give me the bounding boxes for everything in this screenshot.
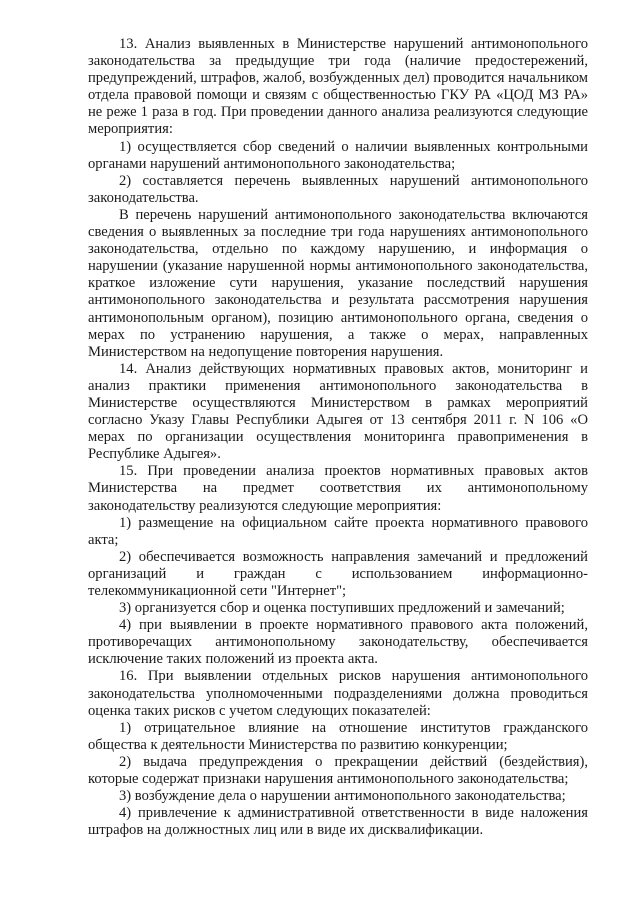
- paragraph-16-intro: 16. При выявлении отдельных рисков нарушения антимонопольного законодательства уполномоченными подразделениями должна проводиться оценка таких рисков с учетом следующих показателей:: [88, 668, 588, 719]
- paragraph-16-item-4: 4) привлечение к административной ответственности в виде наложения штрафов на должностных лиц или в виде их дисквалификации.: [88, 805, 588, 839]
- document-page: [88, 36, 588, 839]
- paragraph-15-item-2: 2) обеспечивается возможность направления замечаний и предложений организаций и граждан с использованием информационно-телекоммуникационной сети "Интернет";: [88, 548, 588, 599]
- paragraph-15-item-1: 1) размещение на официальном сайте проекта нормативного правового акта;: [88, 514, 588, 548]
- paragraph-15-intro: 15. При проведении анализа проектов нормативных правовых актов Министерства на предмет соответствия их антимонопольному законодательству реализуются следующие мероприятия:: [88, 463, 588, 514]
- paragraph-13-item-2: 2) составляется перечень выявленных нарушений антимонопольного законодательства.: [88, 172, 588, 206]
- paragraph-15-item-3: 3) организуется сбор и оценка поступивших предложений и замечаний;: [119, 600, 565, 617]
- paragraph-14: 14. Анализ действующих нормативных правовых актов, мониторинг и анализ практики применения антимонопольного законодательства в Министерстве осуществляются Министерством в рамках мероприятий согласно Указу Главы Республики Адыгея от 13 сентября 2011 г. N 106 «О мерах по организации осуществления мониторинга правоприменения в Республике Адыгея».: [88, 360, 588, 463]
- paragraph-13-item-1: 1) осуществляется сбор сведений о наличии выявленных контрольными органами нарушений антимонопольного законодательства;: [88, 138, 588, 172]
- paragraph-16-item-3: 3) возбуждение дела о нарушении антимонопольного законодательства;: [119, 788, 566, 805]
- paragraph-16-item-1: 1) отрицательное влияние на отношение институтов гражданского общества к деятельности Министерства по развитию конкуренции;: [88, 719, 588, 753]
- paragraph-15-item-4: 4) при выявлении в проекте нормативного правового акта положений, противоречащих антимонопольному законодательству, обеспечивается исключение таких положений из проекта акта.: [88, 617, 588, 668]
- paragraph-16-item-2: 2) выдача предупреждения о прекращении действий (бездействия), которые содержат признаки нарушения антимонопольного законодательства;: [88, 753, 588, 788]
- paragraph-violations-list: В перечень нарушений антимонопольного законодательства включаются сведения о выявленных за последние три года нарушениях антимонопольного законодательства, отдельно по каждому нарушению, и информация о нарушении (указание нарушенной нормы антимонопольного законодательства, краткое изложение сути нарушения, указание последствий нарушения антимонопольного законодательства и результата рассмотрения нарушения антимонопольным органом), позицию антимонопольного органа, сведения о мерах по устранению нарушения, а также о мерах, направленных Министерством на недопущение повторения нарушения.: [88, 206, 588, 360]
- paragraph-13-intro: 13. Анализ выявленных в Министерстве нарушений антимонопольного законодательства за предыдущие три года (наличие предостережений, предупреждений, штрафов, жалоб, возбужденных дел) проводится начальником отдела правовой помощи и связям с общественностью ГКУ РА «ЦОД МЗ РА» не реже 1 раза в год. При проведении данного анализа реализуются следующие мероприятия:: [88, 36, 588, 138]
